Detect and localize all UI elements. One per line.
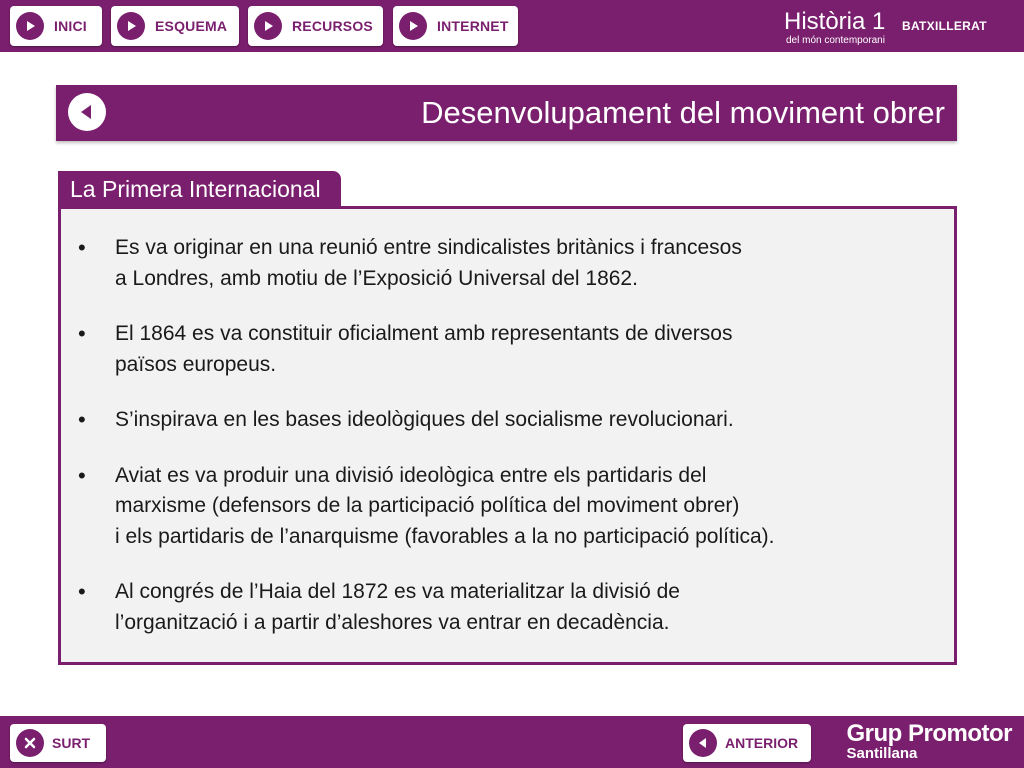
bullet-text: Al congrés de l’Haia del 1872 es va materialitzar la divisió de l’organització i a partir d’aleshores va entrar en decadència. bbox=[115, 580, 680, 634]
close-icon bbox=[16, 729, 44, 757]
play-icon bbox=[117, 12, 145, 40]
bullet-text: El 1864 es va constituir oficialment amb representants de diversos països europeus. bbox=[115, 322, 733, 376]
logo-line-1: Grup Promotor bbox=[846, 720, 1012, 747]
bullet-icon: • bbox=[78, 462, 86, 488]
play-icon bbox=[16, 12, 44, 40]
back-arrow-icon bbox=[689, 729, 717, 757]
content-panel bbox=[58, 206, 957, 665]
page-title: Desenvolupament del moviment obrer bbox=[421, 95, 945, 130]
play-icon bbox=[254, 12, 282, 40]
publisher-logo bbox=[847, 720, 1013, 762]
nav-button-label: INTERNET bbox=[437, 18, 509, 34]
bullet-list bbox=[61, 233, 954, 663]
back-button[interactable] bbox=[68, 93, 106, 131]
bullet-icon: • bbox=[78, 235, 86, 260]
bullet-text: Aviat es va produir una divisió ideològica entre els partidaris del marxisme (defensors de la participació política del moviment obrer) i els partidaris de l’anarquisme (favorables a la no participació política). bbox=[115, 463, 775, 548]
play-icon bbox=[399, 12, 427, 40]
brand-subtitle: del món contemporani bbox=[786, 35, 885, 46]
brand-level: BATXILLERAT bbox=[902, 19, 987, 33]
exit-button[interactable] bbox=[10, 724, 106, 762]
previous-button[interactable] bbox=[683, 724, 811, 762]
section-tab: La Primera Internacional bbox=[58, 171, 341, 208]
nav-button-recursos[interactable] bbox=[248, 6, 383, 46]
brand-title bbox=[782, 8, 1002, 48]
nav-button-label: ESQUEMA bbox=[155, 18, 228, 34]
previous-button-label: ANTERIOR bbox=[725, 735, 799, 751]
bullet-icon: • bbox=[78, 321, 86, 346]
list-item bbox=[61, 319, 954, 380]
nav-button-inici[interactable] bbox=[10, 6, 102, 46]
bullet-icon: • bbox=[78, 407, 86, 432]
list-item bbox=[61, 461, 954, 553]
bullet-text: Es va originar en una reunió entre sindicalistes britànics i francesos a Londres, amb motiu de l’Exposició Universal del 1862. bbox=[115, 236, 742, 290]
nav-button-label: RECURSOS bbox=[292, 18, 373, 34]
bottom-nav-bar bbox=[0, 716, 1024, 768]
back-arrow-icon bbox=[77, 102, 97, 122]
logo-line-2: Santillana bbox=[846, 745, 918, 762]
nav-button-internet[interactable] bbox=[393, 6, 518, 46]
list-item bbox=[61, 577, 954, 638]
page-header bbox=[56, 85, 957, 141]
nav-button-esquema[interactable] bbox=[111, 6, 239, 46]
list-item bbox=[61, 233, 954, 294]
bullet-text: S’inspirava en les bases ideològiques del socialisme revolucionari. bbox=[115, 408, 734, 431]
list-item bbox=[61, 405, 954, 436]
bullet-icon: • bbox=[78, 579, 86, 604]
brand-name: Història 1 bbox=[784, 8, 886, 35]
top-nav-bar bbox=[0, 0, 1024, 52]
exit-button-label: SURT bbox=[52, 735, 91, 751]
nav-button-label: INICI bbox=[54, 18, 87, 34]
